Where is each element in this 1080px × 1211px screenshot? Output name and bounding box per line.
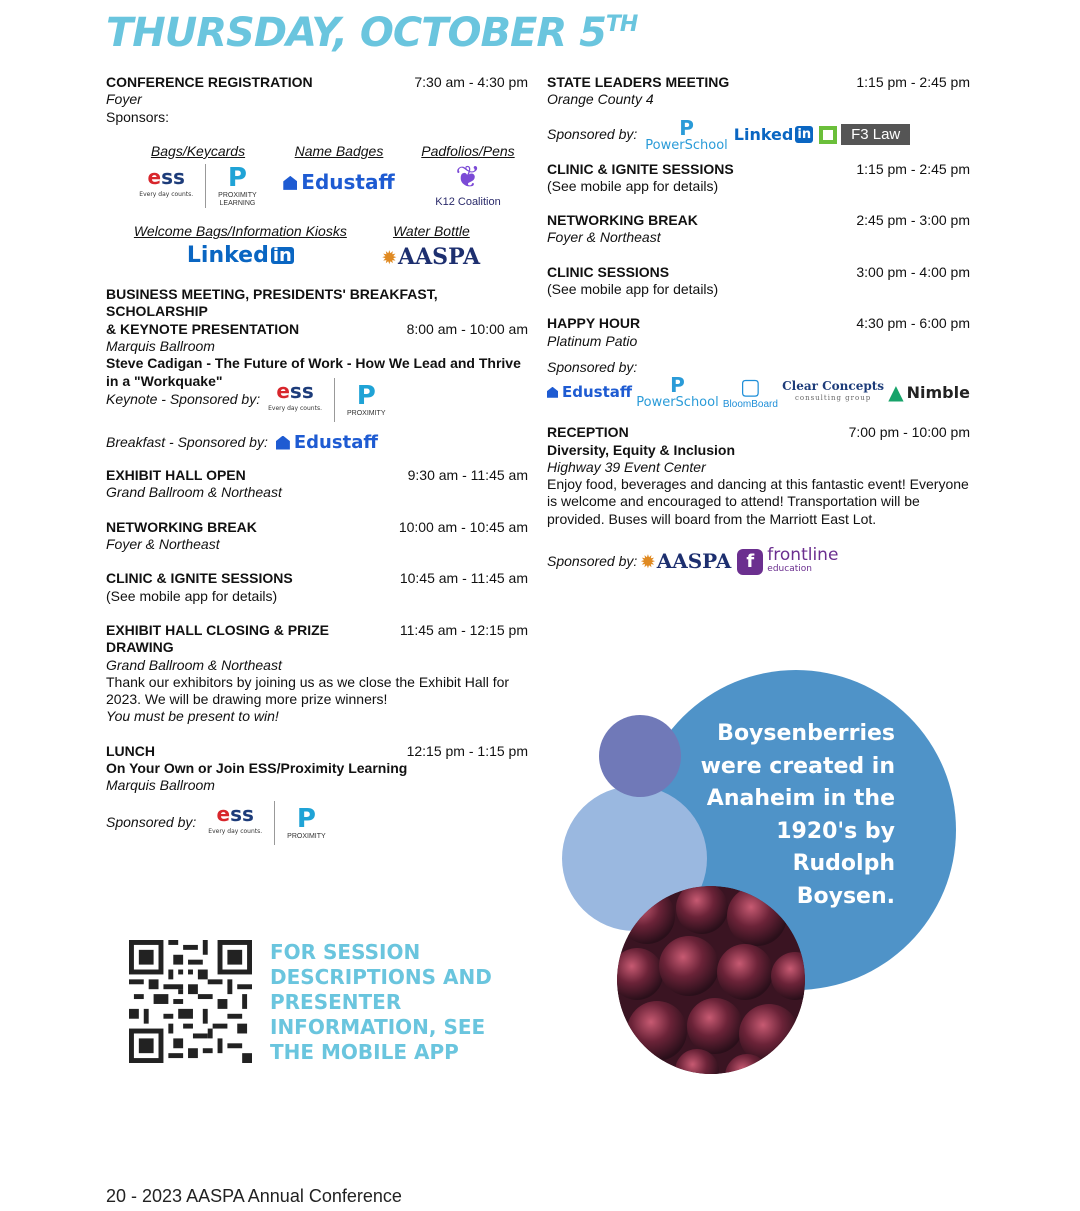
qr-code — [129, 940, 252, 1063]
mobile-app-callout: FOR SESSION DESCRIPTIONS AND PRESENTER INFORMATION, SEE THE MOBILE APP — [270, 940, 492, 1064]
edustaff-logo: Edustaff — [283, 174, 394, 191]
page-footer: 20 - 2023 AASPA Annual Conference — [106, 1186, 402, 1206]
right-column — [547, 74, 970, 576]
ess-logo: ess Every day counts. — [208, 801, 263, 835]
event-happy-hour: HAPPY HOUR 4:30 pm - 6:00 pm Platinum Patio Sponsored by: Edustaff P PowerSchool ▢ BloomBoard Clear Concepts consulting group ▲ Nimble — [547, 315, 970, 411]
powerschool-logo: P PowerSchool — [636, 373, 719, 411]
square-icon — [819, 126, 837, 144]
sponsor-bags: Bags/Keycards ess Every day counts. P PROXIMITY LEARNING — [139, 142, 257, 208]
sponsor-badges: Name Badges Edustaff — [283, 143, 394, 212]
sponsor-grid-row-1 — [106, 143, 528, 212]
page-title: THURSDAY, OCTOBER 5TH — [106, 10, 638, 56]
proximity-logo: P PROXIMITY LEARNING — [218, 163, 257, 208]
event-title: CONFERENCE REGISTRATION — [106, 74, 313, 90]
event-clinic-sessions: CLINIC SESSIONS 3:00 pm - 4:00 pm (See mobile app for details) — [547, 263, 970, 298]
aaspa-logo: ✹ AASPA — [641, 549, 732, 574]
event-registration — [106, 74, 528, 270]
sparkle-square-icon: ▢ — [740, 373, 761, 399]
event-reception: RECEPTION 7:00 pm - 10:00 pm Diversity, Equity & Inclusion Highway 39 Event Center Enjoy food, beverages and dancing at this fantastic event! Everyone is welcome and encouraged to attend! Transportation will be provided. Buses will board from the Marriott East Lot. Sponsored by: ✹ AASPA f frontline education — [547, 424, 970, 575]
breakfast-sponsors: Breakfast - Sponsored by: Edustaff — [106, 431, 378, 453]
event-time: 7:30 am - 4:30 pm — [414, 74, 528, 90]
edustaff-logo: Edustaff — [276, 434, 378, 451]
leaf-icon: ▲ — [888, 379, 904, 404]
event-clinic-ignite-pm: CLINIC & IGNITE SESSIONS 1:15 pm - 2:45 pm (See mobile app for details) — [547, 160, 970, 194]
happy-hour-sponsors — [547, 374, 970, 410]
linkedin-logo: Linked in — [733, 124, 812, 144]
event-state-leaders: STATE LEADERS MEETING 1:15 pm - 2:45 pm Orange County 4 Sponsored by: P PowerSchool Linked in F3 Law — [547, 74, 970, 153]
frontline-logo: f frontline education — [737, 548, 838, 576]
state-leaders-sponsors: Sponsored by: P PowerSchool Linked in F3 Law — [547, 117, 970, 153]
compass-icon: ✹ — [382, 247, 397, 267]
sponsor-grid-row-2 — [106, 223, 528, 270]
aaspa-logo: ✹ AASPA — [382, 243, 481, 270]
boysenberry-fact: Boysenberries were created in Anaheim in the 1920's by Rudolph Boysen. — [700, 721, 895, 909]
event-lunch: LUNCH 12:15 pm - 1:15 pm On Your Own or Join ESS/Proximity Learning Marquis Ballroom Sponsored by: ess Every day counts. P PROXIMITY — [106, 743, 528, 845]
edustaff-logo: Edustaff — [547, 384, 632, 401]
event-networking-break: NETWORKING BREAK 10:00 am - 10:45 am Foyer & Northeast — [106, 518, 528, 553]
ess-logo: ess Every day counts. — [139, 165, 194, 199]
purple-circle — [599, 715, 681, 797]
f3-law-logo: F3 Law — [819, 124, 910, 145]
sponsor-welcome: Welcome Bags/Information Kiosks Linked in — [133, 223, 347, 268]
sponsor-padfolios: Padfolios/Pens ❦ K12 Coalition — [421, 143, 514, 212]
bloomboard-logo: ▢ BloomBoard — [722, 373, 778, 410]
keynote-sponsors: Keynote - Sponsored by: ess Every day counts. P PROXIMITY — [106, 378, 528, 422]
proximity-logo: P PROXIMITY — [346, 380, 386, 417]
keynote-speaker: Steve Cadigan - The Future of Work - How We Lead and Thrive in a "Workquake" — [106, 355, 521, 389]
linkedin-logo: Linked in — [186, 242, 292, 268]
lunch-sponsors: Sponsored by: ess Every day counts. P PROXIMITY — [106, 801, 528, 845]
reception-sponsors: Sponsored by: ✹ AASPA f frontline education — [547, 545, 839, 575]
event-networking-break-pm: NETWORKING BREAK 2:45 pm - 3:00 pm Foyer & Northeast — [547, 212, 970, 246]
sponsors-label: Sponsors: — [106, 108, 170, 125]
boysenberries-photo — [617, 886, 805, 1074]
butterfly-icon: ❦ — [455, 161, 481, 195]
event-exhibit-closing: EXHIBIT HALL CLOSING & PRIZE DRAWING 11:45 am - 12:15 pm Grand Ballroom & Northeast Thank our exhibitors by joining us as we close the Exhibit Hall for 2023. We will be drawing more prize winners! You must be present to win! — [106, 621, 528, 725]
proximity-logo: P PROXIMITY — [287, 803, 326, 840]
compass-icon: ✹ — [641, 552, 655, 572]
event-clinic-ignite: CLINIC & IGNITE SESSIONS 10:45 am - 11:45 am (See mobile app for details) — [106, 570, 528, 604]
left-column — [106, 74, 528, 845]
nimble-logo: ▲ Nimble — [888, 379, 970, 404]
event-location: Foyer — [106, 91, 142, 108]
powerschool-logo: P PowerSchool — [645, 115, 728, 153]
k12-coalition-logo: ❦ K12 Coalition — [435, 161, 501, 209]
event-exhibit-open: EXHIBIT HALL OPEN 9:30 am - 11:45 am Grand Ballroom & Northeast — [106, 467, 528, 501]
event-business-meeting: BUSINESS MEETING, PRESIDENTS' BREAKFAST, SCHOLARSHIP & KEYNOTE PRESENTATION 8:00 am - 10:00 am Marquis Ballroom Steve Cadigan - The Future of Work - How We Lead and Thrive in a "Workquake" Keynote - Sponsored by: ess Every day counts. P PROXIMITY Breakfast - Sponsored by: Edustaff — [106, 286, 528, 453]
sponsor-water: Water Bottle ✹ AASPA — [382, 223, 481, 270]
ess-logo: ess Every day counts. — [268, 378, 322, 412]
clear-concepts-logo: Clear Concepts consulting group — [782, 379, 885, 403]
